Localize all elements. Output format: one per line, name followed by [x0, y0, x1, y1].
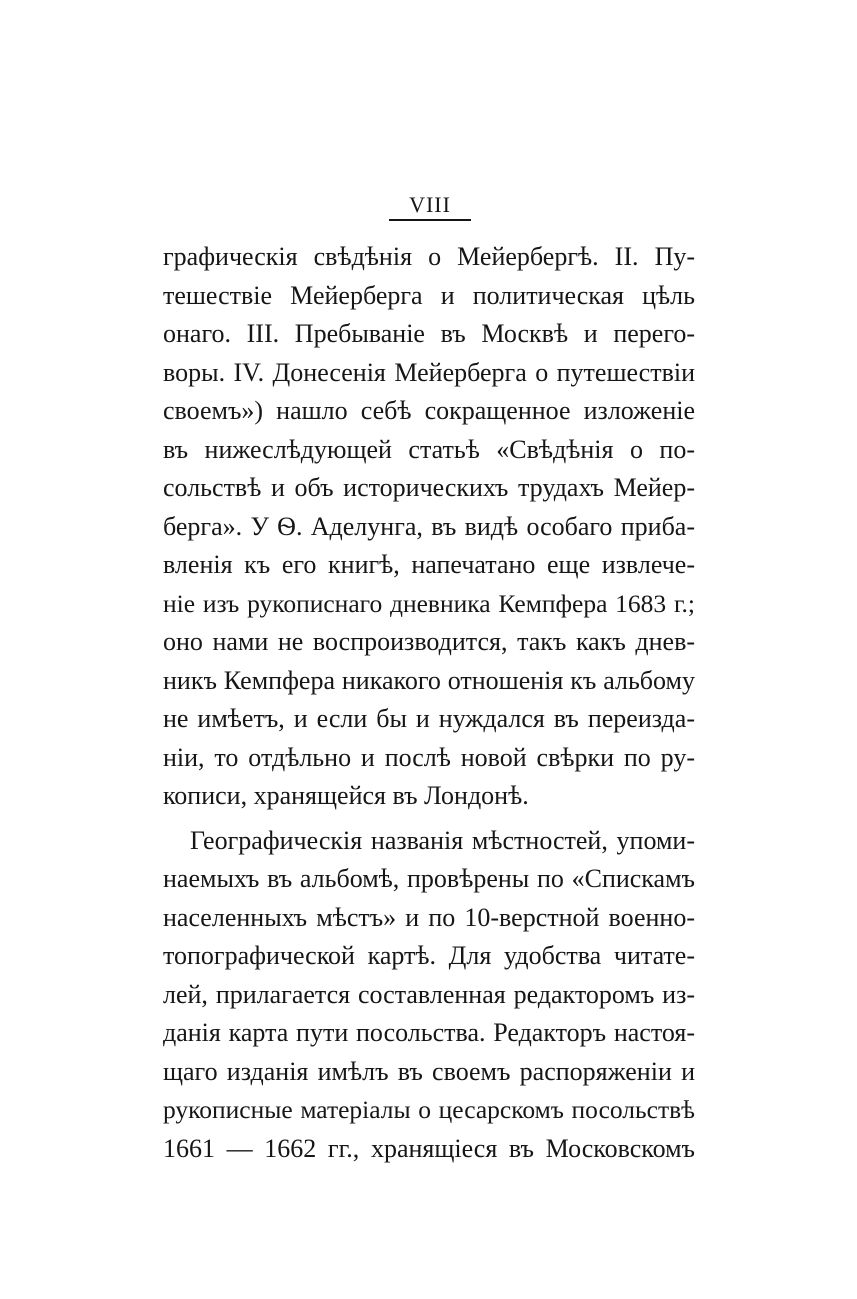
text-line: графическія свѣдѣнія о Мейербергѣ. II. Пу-: [163, 242, 695, 271]
text-line: 1661 — 1662 гг., хранящіеся въ Московскомъ: [163, 1133, 695, 1163]
paragraph-2: [163, 822, 695, 1169]
text-line: воры. IV. Донесенія Мейерберга о путешествіи: [163, 357, 695, 387]
text-line: никъ Кемпфера никакого отношенія къ альбому: [163, 665, 695, 695]
text-line: своемъ») нашло себѣ сокращенное изложеніе: [163, 396, 695, 425]
text-line: рукописные матеріалы о цесарскомъ посольствѣ: [163, 1095, 695, 1124]
text-line: кописи, хранящейся въ Лондонѣ.: [163, 781, 529, 810]
text-line: Географическія названія мѣстностей, упоми-: [190, 825, 695, 855]
text-line: топографической картѣ. Для удобства читате-: [163, 941, 695, 970]
text-line: въ нижеслѣдующей статьѣ «Свѣдѣнія о по-: [163, 434, 695, 464]
text-line: онаго. III. Пребываніе въ Москвѣ и перего-: [163, 319, 695, 348]
text-line: ніи, то отдѣльно и послѣ новой свѣрки по ру-: [163, 742, 695, 772]
text-line: вленія къ его книгѣ, напечатано еще извлече-: [163, 550, 695, 579]
page-number: VIII: [409, 192, 451, 217]
text-line: ніе изъ рукописнаго дневника Кемпфера 1683 г.;: [163, 588, 695, 618]
text-line: оно нами не воспроизводится, такъ какъ днев-: [163, 627, 695, 656]
page-number-rule: [389, 219, 471, 221]
text-line: сольствѣ и объ историческихъ трудахъ Мейер-: [163, 473, 695, 502]
text-line: берга». У Ѳ. Аделунга, въ видѣ особаго прибa-: [163, 511, 695, 541]
body-text: [163, 238, 695, 1168]
paragraph-1: [163, 238, 695, 816]
text-line: не имѣетъ, и если бы и нуждался въ переизда-: [163, 704, 695, 733]
text-line: щаго изданія имѣлъ въ своемъ распоряженіи и: [163, 1056, 695, 1086]
text-line: наемыхъ въ альбомѣ, провѣрены по «Спискамъ: [163, 864, 695, 893]
text-line: данія карта пути посольства. Редакторъ настоя-: [163, 1018, 695, 1047]
text-line: тешествіе Мейерберга и политическая цѣль: [163, 280, 695, 310]
text-line: лей, прилагается составленная редакторомъ из-: [163, 979, 695, 1009]
text-line: населенныхъ мѣстъ» и по 10-верстной военно-: [163, 902, 695, 932]
